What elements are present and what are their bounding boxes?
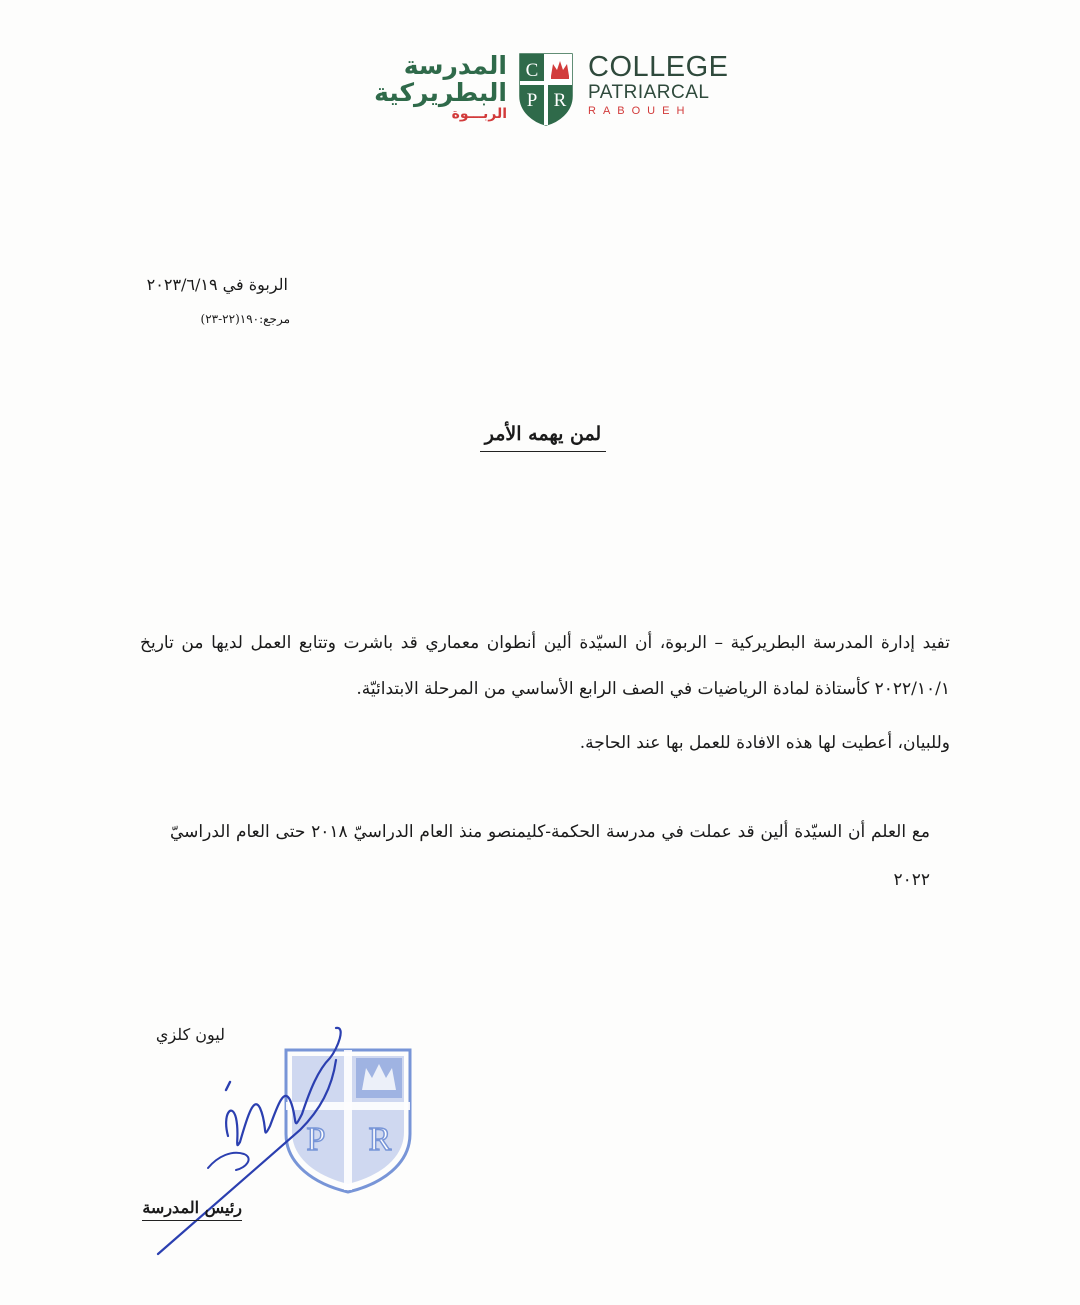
handwritten-signature bbox=[150, 1018, 350, 1258]
school-shield-logo bbox=[518, 52, 574, 126]
stamp-letter-p: P bbox=[306, 1121, 326, 1158]
letterhead-arabic-line2: البطريركية bbox=[374, 78, 507, 107]
letter-date: الربوة في ٢٠٢٣/٦/١٩ bbox=[146, 275, 288, 294]
letterhead-latin-name bbox=[588, 52, 738, 118]
shield-letter-r: R bbox=[553, 90, 567, 111]
shield-letter-p: P bbox=[526, 90, 538, 111]
letter-reference: مرجع:١٩٠(٢٢-٢٣) bbox=[200, 312, 290, 326]
letterhead-latin-line3: RABOUEH bbox=[588, 105, 692, 117]
stamp-letter-r: R bbox=[368, 1121, 392, 1158]
body-paragraph-1: تفيد إدارة المدرسة البطريركية – الربوة، أن السيّدة ألين أنطوان معماري قد باشرت وتتابع العمل لديها من تاريخ ٢٠٢٢/١٠/١ كأستاذة لمادة الرياضيات في الصف الرابع الأساسي من المرحلة الابتدائيّة. bbox=[140, 633, 950, 699]
body-paragraph-3: مع العلم أن السيّدة ألين قد عملت في مدرسة الحكمة-كليمنصو منذ العام الدراسيّ ٢٠١٨ حتى العام الدراسيّ ٢٠٢٢ bbox=[170, 822, 930, 890]
letterhead bbox=[360, 50, 730, 130]
letterhead-latin-line2: PATRIARCAL bbox=[588, 82, 710, 103]
letterhead-arabic-name bbox=[357, 52, 507, 122]
letterhead-latin-line1: COLLEGE bbox=[588, 51, 729, 83]
signer-name: ليون كلزي bbox=[155, 1025, 225, 1044]
signer-title: رئيس المدرسة bbox=[142, 1198, 242, 1221]
body-paragraph-2: وللبيان، أعطيت لها هذه الافادة للعمل بها عند الحاجة. bbox=[579, 733, 950, 753]
letter-subject: لمن يهمه الأمر bbox=[480, 423, 606, 452]
letterhead-arabic-line1: المدرسة bbox=[403, 51, 507, 80]
shield-letter-c: C bbox=[525, 60, 539, 81]
letterhead-arabic-line3: الربـــوة bbox=[451, 106, 507, 122]
